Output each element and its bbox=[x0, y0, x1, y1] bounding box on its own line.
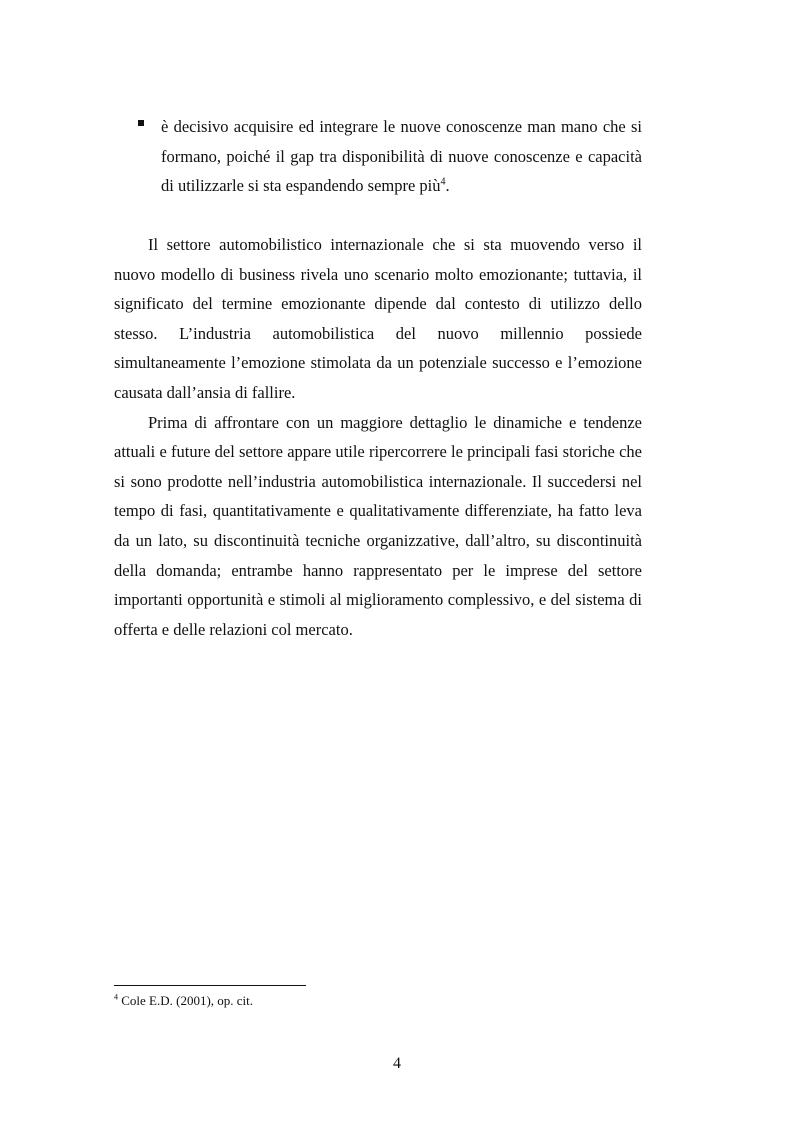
footnote-number: 4 bbox=[114, 992, 118, 1002]
paragraph: Il settore automobilistico internazionale che si sta muovendo verso il nuovo modello di business rivela uno scenario molto emozionante; tuttavia, il significato del termine emozionante dipende dal contesto di utilizzo dello stesso. L’industria automobilistica del nuovo millennio possiede simultaneamente l’emozione stimolata da un potenziale successo e l’emozione causata dall’ansia di fallire. bbox=[114, 235, 642, 402]
body-text bbox=[114, 230, 642, 644]
footnote-reference[interactable]: 4 bbox=[440, 176, 446, 188]
bullet-text-body: è decisivo acquisire ed integrare le nuove conoscenze man mano che si formano, poiché il gap tra disponibilità di nuove conoscenze e capacità di utilizzarle si sta espandendo sempre più bbox=[161, 117, 642, 196]
bullet-list-item bbox=[114, 112, 642, 201]
footnote-divider bbox=[114, 985, 306, 986]
square-bullet-icon bbox=[138, 120, 144, 126]
paragraph: Prima di affrontare con un maggiore dettaglio le dinamiche e tendenze attuali e future del settore appare utile ripercorrere le principali fasi storiche che si sono prodotte nell’industria automobilistica internazionale. Il succedersi nel tempo di fasi, quantitativamente e qualitativamente differenziate, ha fatto leva da un lato, su discontinuità tecniche organizzative, dall’altro, su discontinuità della domanda; entrambe hanno rappresentato per le imprese del settore importanti opportunità e stimoli al miglioramento complessivo, e del sistema di offerta e delle relazioni col mercato. bbox=[114, 412, 642, 639]
bullet-text-end: . bbox=[445, 176, 450, 196]
footnote-text: Cole E.D. (2001), op. cit. bbox=[121, 993, 254, 1008]
footnote bbox=[114, 993, 253, 1009]
page-number: 4 bbox=[393, 1055, 401, 1072]
bullet-text bbox=[161, 112, 642, 201]
